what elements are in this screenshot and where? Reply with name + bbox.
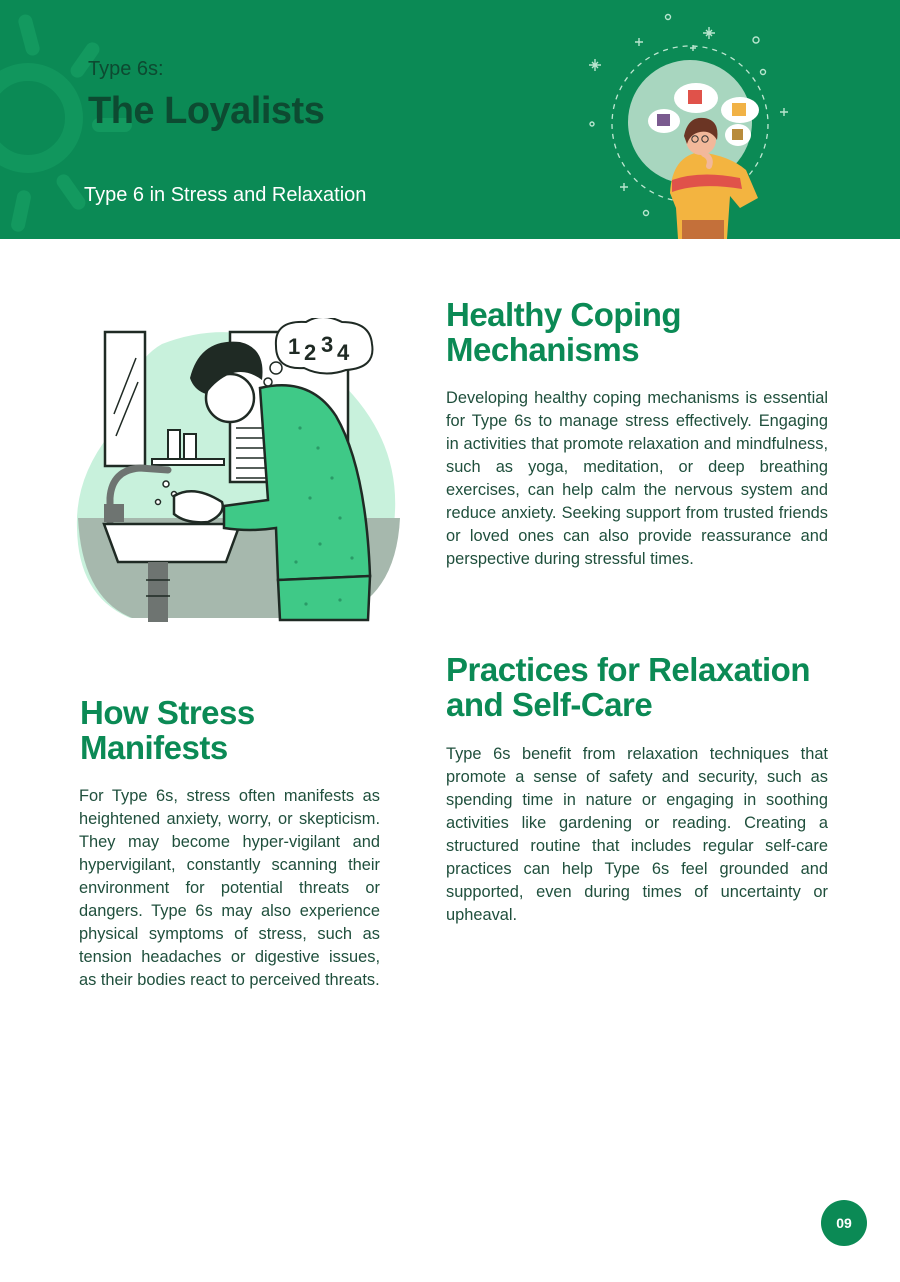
relaxation-body: Type 6s benefit from relaxation techniques that promote a sense of safety and security, such as spending time in nature or engaging in soothing activities like gardening or reading. Creating a structured routine that includes regular self-care practices can help Type 6s feel grounded and supported, even during times of uncertainty or upheaval.: [446, 745, 828, 924]
thought-number: 1: [288, 334, 301, 359]
page-subtitle: Type 6 in Stress and Relaxation: [84, 184, 367, 206]
thought-number: 3: [321, 332, 334, 357]
stress-heading: [80, 695, 400, 765]
stress-body: For Type 6s, stress often manifests as heightened anxiety, worry, or skepticism. They may become hyper-vigilant and hypervigilant, constantly scanning their environment for potential threats or dangers. Type 6s may also experience physical symptoms of stress, such as tension headaches or digestive issues, as their bodies react to perceived threats.: [79, 787, 380, 989]
type-label: Type 6s:: [88, 58, 164, 80]
relaxation-heading-line1: Practices for Relaxation: [446, 651, 810, 688]
page-number-badge: 09: [821, 1200, 867, 1246]
stress-heading-line1: How Stress: [80, 694, 255, 731]
coping-heading-line1: Healthy Coping: [446, 296, 682, 333]
thought-number: 2: [304, 340, 317, 365]
thinking-person-illustration: [580, 8, 800, 239]
stress-heading-line2: Manifests: [80, 729, 228, 766]
page-title: The Loyalists: [88, 90, 325, 132]
coping-heading-line2: Mechanisms: [446, 331, 640, 368]
coping-body: Developing healthy coping mechanisms is essential for Type 6s to manage stress effectively. Engaging in activities that promote relaxation and mindfulness, such as yoga, meditation, or deep breathing exercises, can help calm the nervous system and reduce anxiety. Seeking support from trusted friends or loved ones can also provide reassurance and perspective during stressful times.: [446, 389, 828, 568]
washing-face-illustration: [70, 318, 410, 628]
relaxation-heading: [446, 652, 866, 722]
thought-number: 4: [337, 340, 350, 365]
coping-heading: [446, 297, 846, 367]
relaxation-heading-line2: and Self-Care: [446, 686, 653, 723]
header-banner: [0, 0, 900, 239]
